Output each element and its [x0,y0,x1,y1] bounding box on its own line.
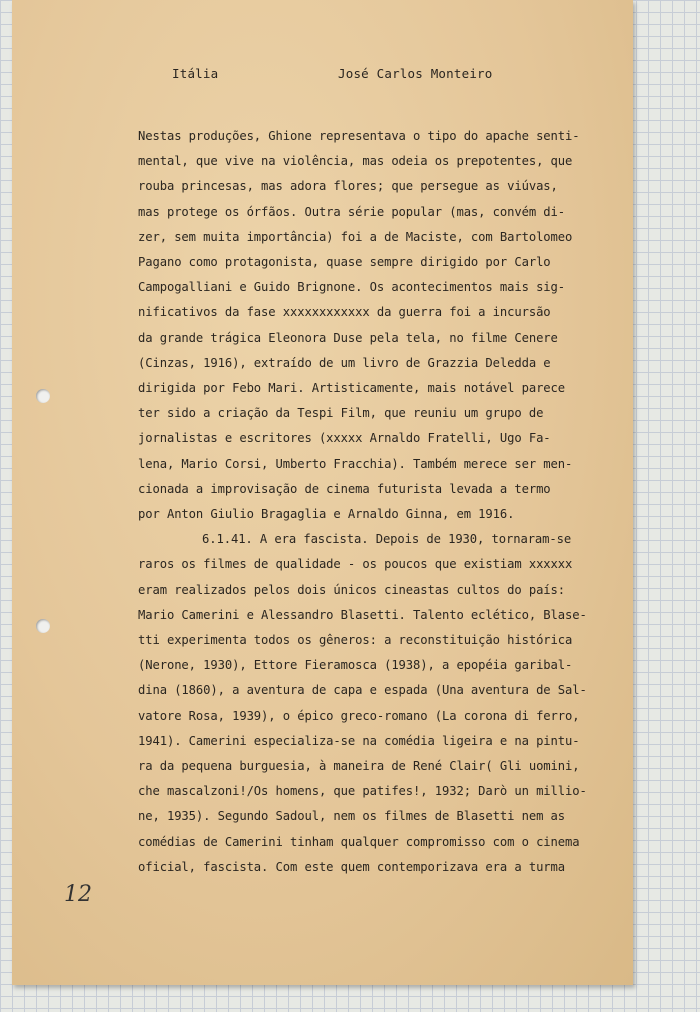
text-line: 1941). Camerini especializa-se na comédia ligeira e na pintu- [138,733,580,748]
text-line: zer, sem muita importância) foi a de Maciste, com Bartolomeo [138,229,573,244]
text-line: eram realizados pelos dois únicos cineastas cultos do país: [138,582,566,597]
text-line: nificativos da fase xxxxxxxxxxxx da guerra foi a incursão [138,305,551,320]
text-line: tti experimenta todos os gêneros: a reconstituição histórica [138,633,573,648]
text-line: (Nerone, 1930), Ettore Fieramosca (1938), a epopéia garibal- [138,658,573,673]
body-text [138,124,588,880]
text-line: ne, 1935). Segundo Sadoul, nem os filmes de Blasetti nem as [138,809,566,824]
text-line: rouba princesas, mas adora flores; que persegue as viúvas, [138,179,558,194]
section-heading-line: 6.1.41. A era fascista. Depois de 1930, tornaram-se [202,532,572,547]
text-line: ter sido a criação da Tespi Film, que reuniu um grupo de [138,406,544,421]
handwritten-page-number: 12 [64,882,92,907]
punch-hole-bottom [36,619,50,633]
text-line: comédias de Camerini tinham qualquer compromisso com o cinema [138,834,580,849]
text-line: por Anton Giulio Bragaglia e Arnaldo Ginna, em 1916. [138,507,515,522]
text-line: vatore Rosa, 1939), o épico greco-romano (La corona di ferro, [138,708,580,723]
text-line: dina (1860), a aventura de capa e espada (Una aventura de Sal- [138,683,587,698]
text-line: (Cinzas, 1916), extraído de um livro de Grazzia Deledda e [138,355,551,370]
text-line: ra da pequena burguesia, à maneira de René Clair( Gli uomini, [138,759,580,774]
text-line: mental, que vive na violência, mas odeia os prepotentes, que [138,154,573,169]
text-line: lena, Mario Corsi, Umberto Fracchia). Também merece ser men- [138,456,573,471]
text-line: raros os filmes de qualidade - os poucos que existiam xxxxxx [138,557,573,572]
text-line: Campogalliani e Guido Brignone. Os acontecimentos mais sig- [138,280,566,295]
text-line: Mario Camerini e Alessandro Blasetti. Talento eclético, Blase- [138,607,587,622]
text-line: dirigida por Febo Mari. Artisticamente, mais notável parece [138,381,566,396]
text-line: Nestas produções, Ghione representava o tipo do apache senti- [138,129,580,143]
text-line: mas protege os órfãos. Outra série popular (mas, convém di- [138,204,566,219]
text-line: da grande trágica Eleonora Duse pela tela, no filme Cenere [138,330,558,345]
text-line: che mascalzoni!/Os homens, que patifes!, 1932; Darò un millio- [138,784,587,799]
text-line: jornalistas e escritores (xxxxx Arnaldo Fratelli, Ugo Fa- [138,431,551,446]
text-line: cionada a improvisação de cinema futurista levada a termo [138,481,551,496]
text-line: Pagano como protagonista, quase sempre dirigido por Carlo [138,255,551,270]
header-author: José Carlos Monteiro [338,66,493,81]
header-country: Itália [172,66,219,81]
text-line: oficial, fascista. Com este quem contemporizava era a turma [138,859,566,874]
punch-hole-top [36,389,50,403]
